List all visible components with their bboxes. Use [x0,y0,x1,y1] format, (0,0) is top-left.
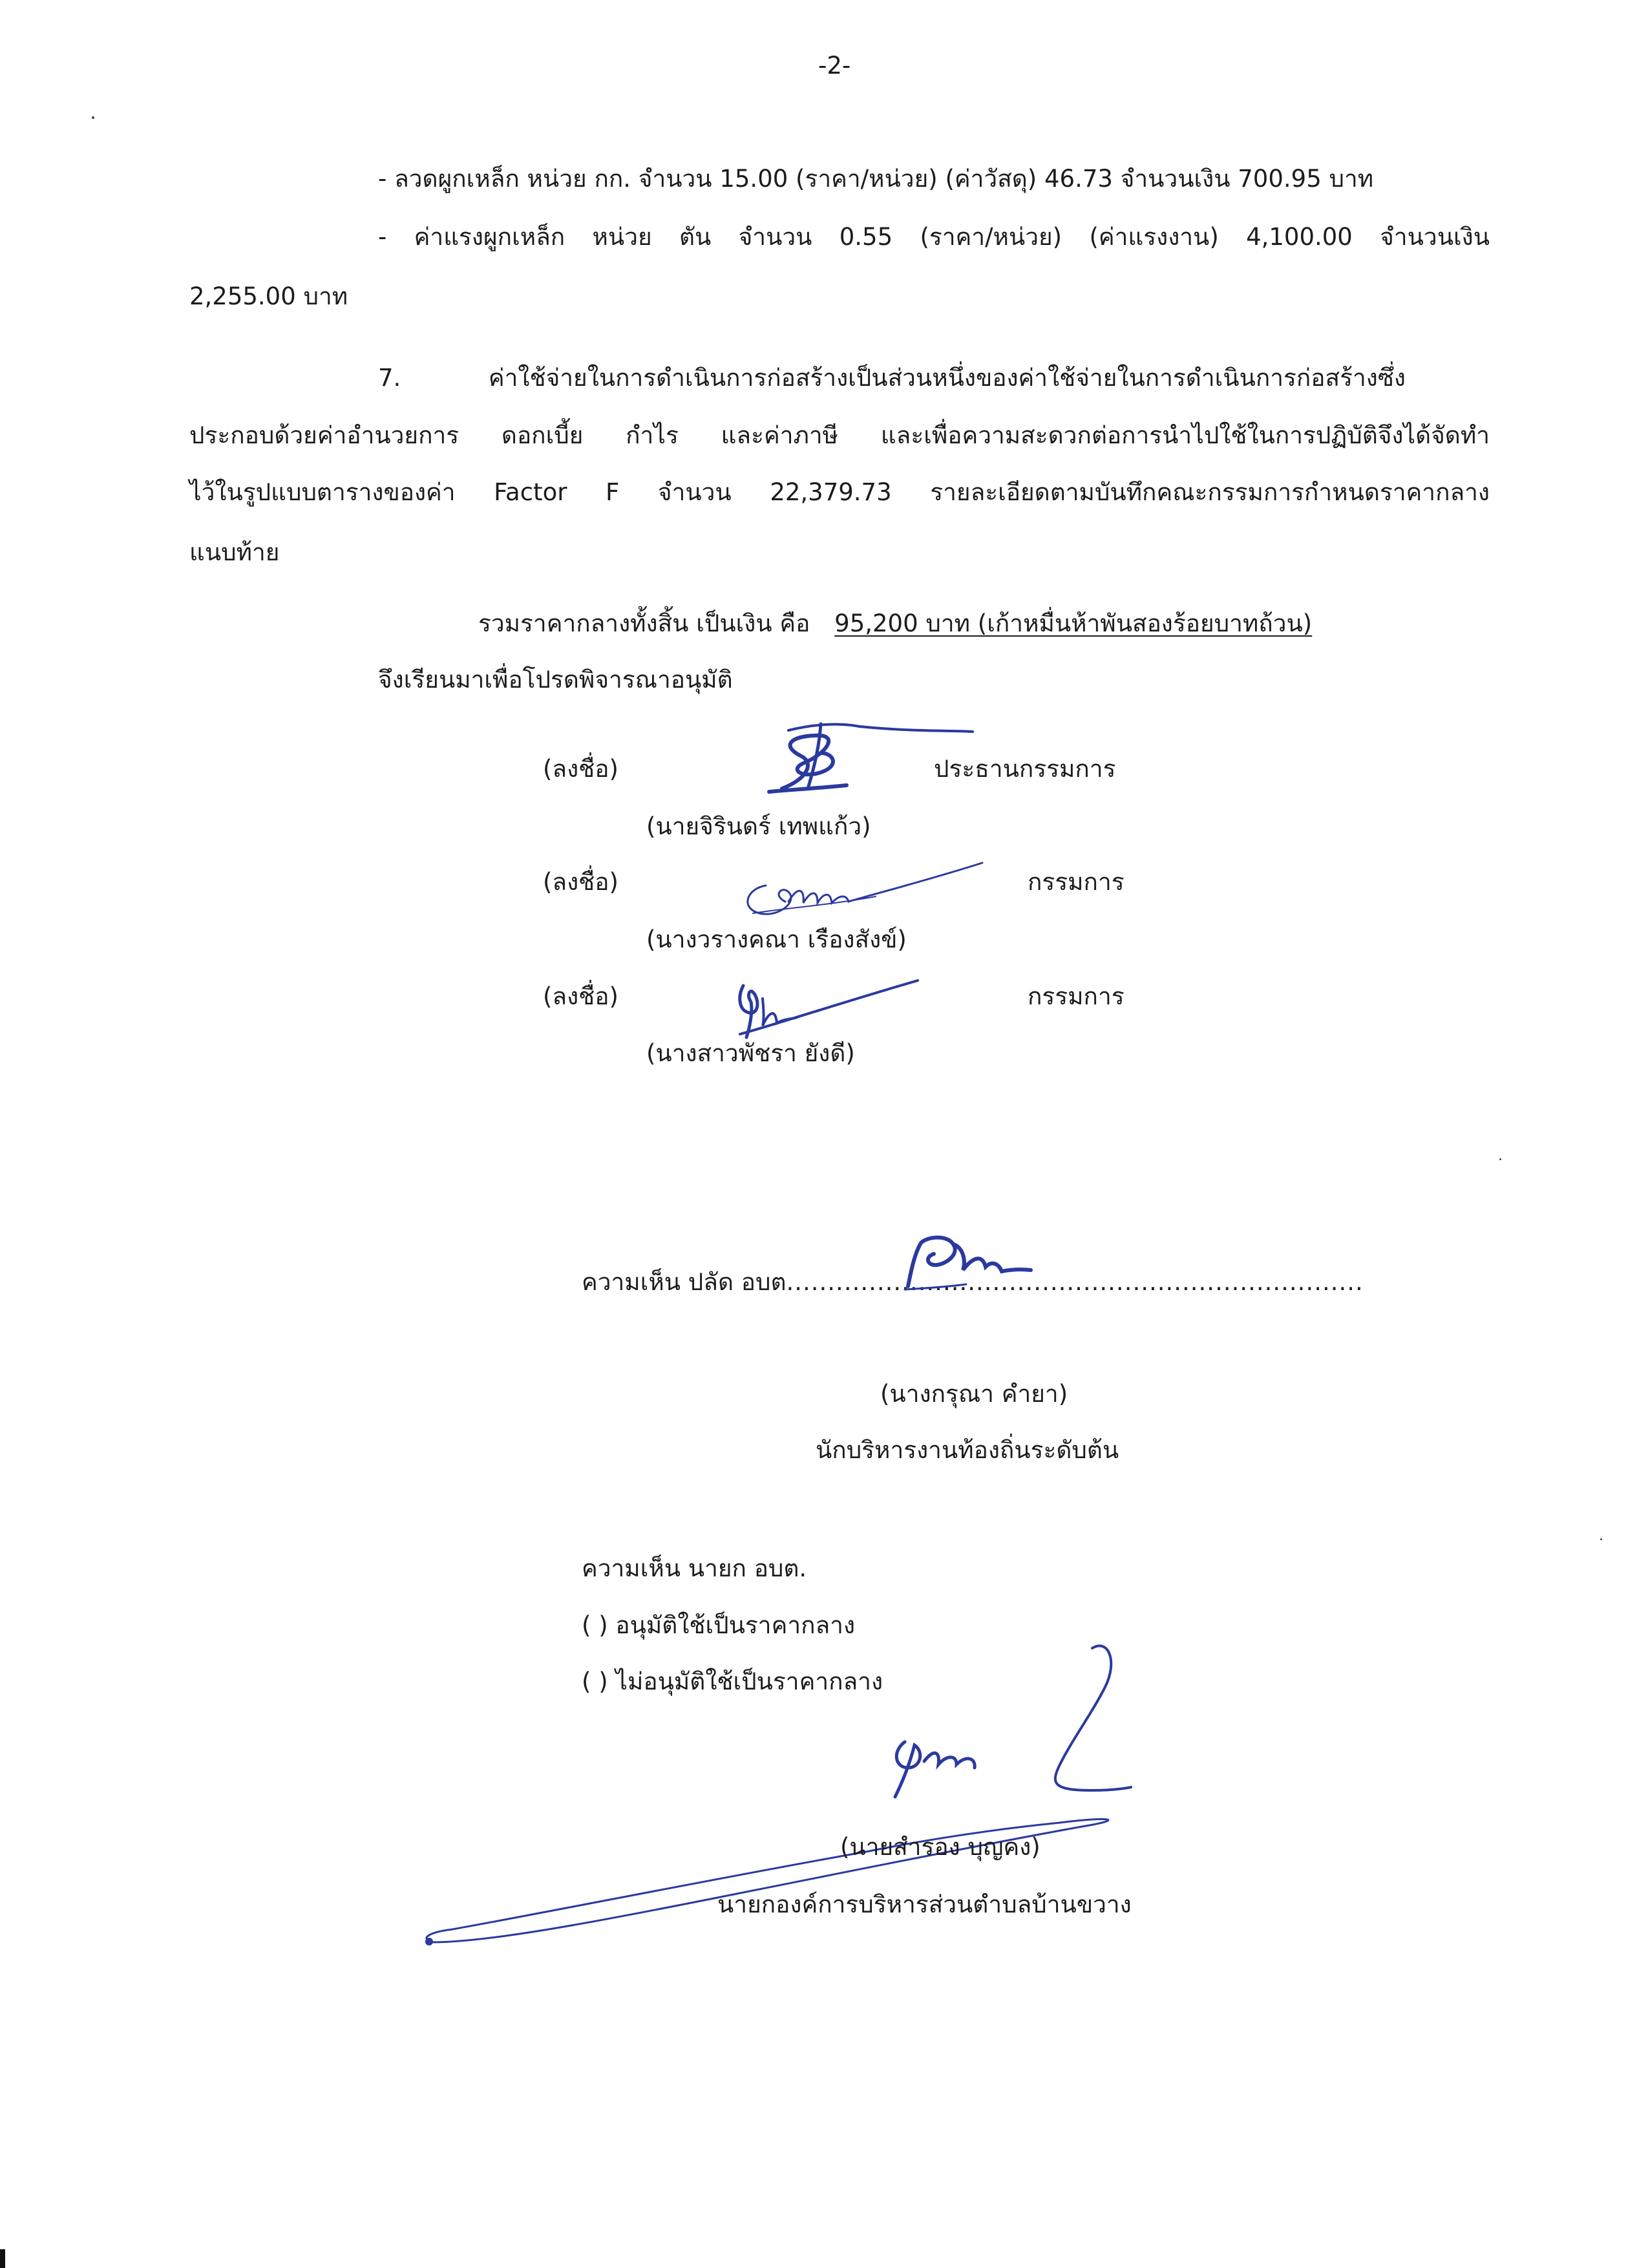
mayor-name: (นายสำรอง บุญคง) [840,1833,1041,1861]
option-reject[interactable]: ( ) ไม่อนุมัติใช้เป็นราคากลาง [582,1668,883,1695]
scan-speck [92,116,94,119]
committee-role-1: ประธานกรรมการ [934,755,1116,783]
committee-name-2: (นางวรางคณา เรืองสังข์) [646,926,907,953]
total-amount: 95,200 บาท (เก้าหมื่นห้าพันสองร้อยบาทถ้วน) [834,609,1313,637]
deputy-opinion-label: ความเห็น ปลัด อบต [582,1268,787,1296]
committee-name-1: (นายจิรินดร์ เทพแก้ว) [646,812,871,840]
item-labor-line: - ค่าแรงผูกเหล็ก หน่วย ตัน จำนวน 0.55 (ราคา/หน่วย) (ค่าแรงงาน) 4,100.00 จำนวนเงิน [378,223,1490,251]
deputy-position: นักบริหารงานท้องถิ่นระดับต้น [816,1436,1119,1464]
section7-line4: แนบท้าย [189,538,280,566]
scan-speck [1600,1538,1602,1540]
item-steel-wire: - ลวดผูกเหล็ก หน่วย กก. จำนวน 15.00 (ราคา/หน่วย) (ค่าวัสดุ) 46.73 จำนวนเงิน 700.95 บาท [378,165,1374,193]
committee-sign-label-2: (ลงชื่อ) [543,868,618,896]
section7-line3: ไว้ในรูปแบบตารางของค่า Factor F จำนวน 22,379.73 รายละเอียดตามบันทึกคณะกรรมการกำหนดราคากลาง [189,478,1490,506]
option-approve[interactable]: ( ) อนุมัติใช้เป็นราคากลาง [582,1611,856,1639]
page-number: -2- [818,52,851,79]
section7-line1: 7. ค่าใช้จ่ายในการดำเนินการก่อสร้างเป็นส่วนหนึ่งของค่าใช้จ่ายในการดำเนินการก่อสร้างซึ่ง [378,364,1406,392]
committee-role-3: กรรมการ [1028,982,1125,1010]
committee-sign-label-3: (ลงชื่อ) [543,982,618,1010]
signature-chairman [743,717,976,801]
signature-deputy [902,1225,1044,1296]
total-line [478,609,1312,638]
section7-line2: ประกอบด้วยค่าอำนวยการ ดอกเบี้ย กำไร และค่าภาษี และเพื่อความสะดวกต่อการนำไปใช้ในการปฏิบัติจึงได้จัดทำ [189,421,1490,449]
deputy-opinion-dots: ...................................................................... [786,1268,1364,1296]
item-labor-amount: 2,255.00 บาท [189,282,348,310]
scan-speck [1499,1158,1501,1160]
request-approval: จึงเรียนมาเพื่อโปรดพิจารณาอนุมัติ [378,666,733,694]
committee-role-2: กรรมการ [1028,868,1125,896]
deputy-name: (นางกรุณา คำยา) [880,1380,1068,1408]
scan-edge-mark [0,2249,5,2268]
committee-sign-label-1: (ลงชื่อ) [543,755,618,783]
mayor-opinion-label: ความเห็น นายก อบต. [582,1554,807,1582]
committee-name-3: (นางสาวพัชรา ยังดี) [646,1039,855,1067]
total-prefix: รวมราคากลางทั้งสิ้น เป็นเงิน คือ [478,609,810,637]
signature-committee-3 [724,973,931,1044]
mayor-position: นายกองค์การบริหารส่วนตำบลบ้านขวาง [717,1891,1132,1918]
signature-committee-2 [727,856,986,927]
